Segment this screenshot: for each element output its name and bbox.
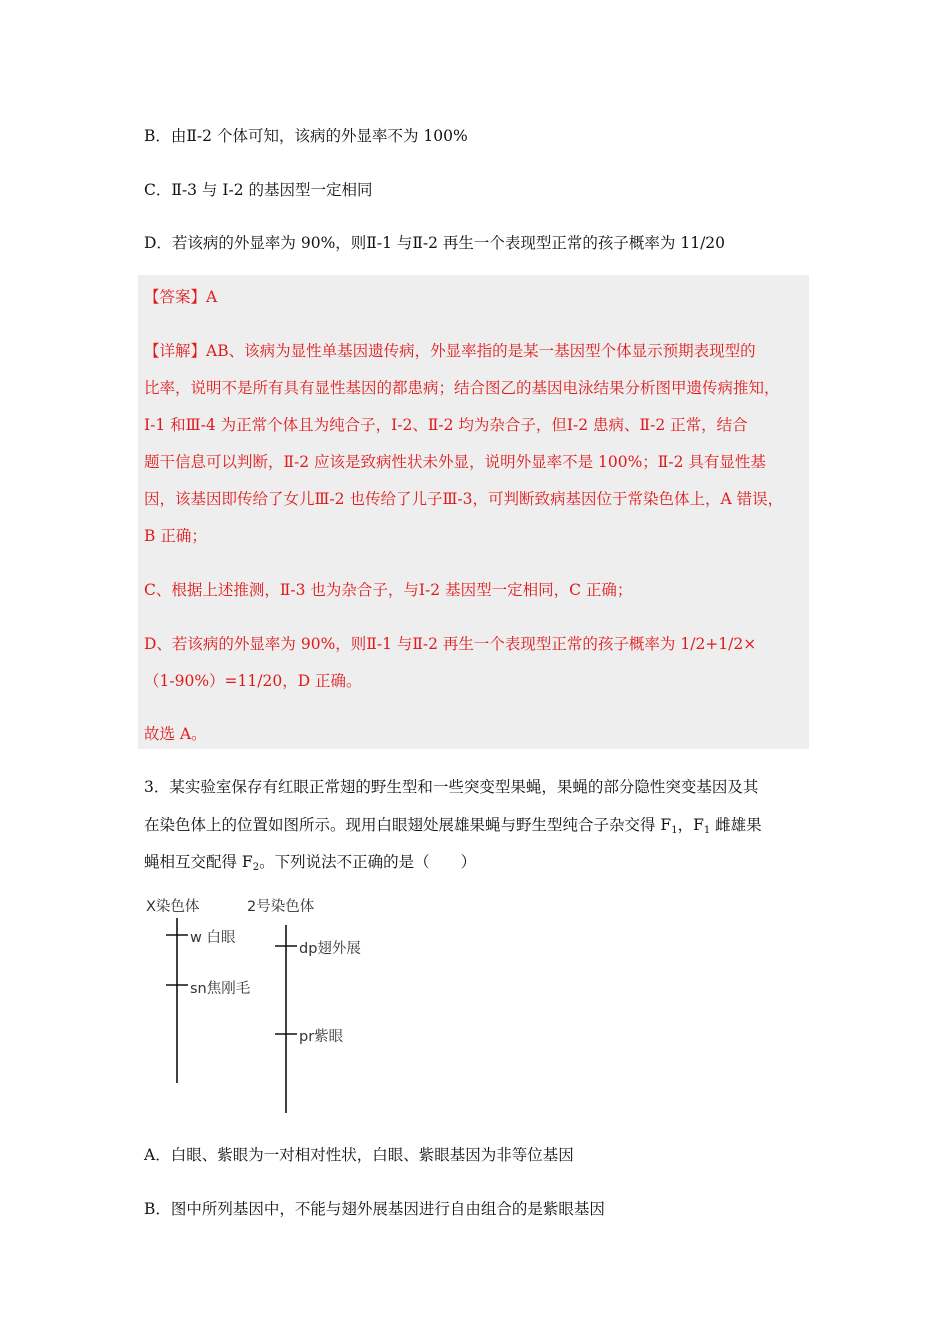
answer-label: 【答案】A [144, 288, 218, 306]
x-chromosome-label: X染色体 [146, 899, 200, 915]
answer-conclusion: 故选 A。 [144, 725, 207, 743]
option-b: B．图中所列基因中，不能与翅外展基因进行自由组合的是紫眼基因 [144, 1200, 605, 1218]
detail-line: 题干信息可以判断，Ⅱ-2 应该是致病性状未外显，说明外显率不是 100%；Ⅱ-2 具有显性基 [144, 453, 766, 471]
chrom2-label: 2号染色体 [247, 899, 315, 915]
gene-label-sn: sn焦刚毛 [190, 981, 251, 997]
detail-line: B 正确； [144, 527, 207, 545]
question3-line2: 在染色体上的位置如图所示。现用白眼翅处展雄果蝇与野生型纯合子杂交得 $F_1$，$F_1$ 雌雄果 [144, 816, 762, 836]
option-c-prev: C．Ⅱ-3 与 I-2 的基因型一定相同 [144, 181, 373, 199]
question3-line1: 3．某实验室保存有红眼正常翅的野生型和一些突变型果蝇，果蝇的部分隐性突变基因及其 [144, 778, 759, 796]
gene-label-dp: dp翅外展 [299, 941, 361, 957]
detail-line: 比率，说明不是所有具有显性基因的都患病；结合图乙的基因电泳结果分析图甲遗传病推知， [144, 379, 780, 397]
detail-line: 因，该基因即传给了女儿Ⅲ-2 也传给了儿子Ⅲ-3，可判断致病基因位于常染色体上，A 错误， [144, 490, 784, 508]
gene-label-w: w 白眼 [190, 930, 236, 946]
option-d-prev: D．若该病的外显率为 90%，则Ⅱ-1 与Ⅱ-2 再生一个表现型正常的孩子概率为 11/20 [144, 234, 726, 252]
answer-c-line: C、根据上述推测，Ⅱ-3 也为杂合子，与Ⅰ-2 基因型一定相同，C 正确； [144, 581, 633, 599]
detail-line: Ⅰ-1 和Ⅲ-4 为正常个体且为纯合子，I-2、Ⅱ-2 均为杂合子，但Ⅰ-2 患病、Ⅱ-2 正常，结合 [144, 416, 748, 434]
answer-d-line1: D、若该病的外显率为 90%，则Ⅱ-1 与Ⅱ-2 再生一个表现型正常的孩子概率为 1/2+1/2× [144, 635, 757, 653]
gene-label-pr: pr紫眼 [299, 1029, 344, 1045]
detail-line: 【详解】AB、该病为显性单基因遗传病，外显率指的是某一基因型个体显示预期表现型的 [144, 342, 756, 360]
question3-line3: 蝇相互交配得 $F_2$。下列说法不正确的是（ ） [144, 853, 477, 873]
option-b-prev: B．由Ⅱ-2 个体可知，该病的外显率不为 100% [144, 127, 468, 145]
option-a: A．白眼、紫眼为一对相对性状，白眼、紫眼基因为非等位基因 [144, 1146, 574, 1164]
answer-d-line2: （1-90%）=11/20，D 正确。 [144, 672, 362, 690]
